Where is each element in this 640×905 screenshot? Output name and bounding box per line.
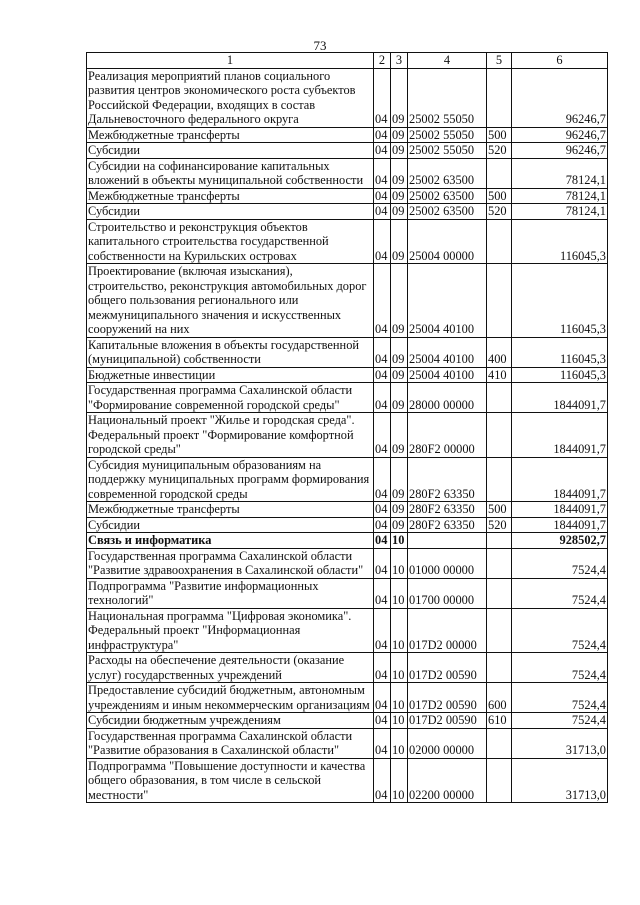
- cell-expense-type: 400: [487, 337, 512, 367]
- cell-section: 04: [374, 158, 391, 188]
- cell-section: 04: [374, 143, 391, 159]
- table-row: [87, 143, 608, 159]
- cell-name: Национальная программа "Цифровая экономика". Федеральный проект "Информационная инфраструктура": [87, 608, 374, 653]
- cell-name: Субсидия муниципальным образованиям на поддержку муниципальных программ формирования современной городской среды: [87, 457, 374, 502]
- cell-target-article: 25004 40100: [408, 264, 487, 338]
- table-row: [87, 653, 608, 683]
- cell-amount: 116045,3: [512, 264, 608, 338]
- cell-amount: 7524,4: [512, 578, 608, 608]
- cell-section: 04: [374, 204, 391, 220]
- cell-target-article: 25002 55050: [408, 68, 487, 127]
- cell-section: 04: [374, 502, 391, 518]
- table-row: [87, 219, 608, 264]
- cell-subsection: 09: [391, 219, 408, 264]
- table-row: [87, 188, 608, 204]
- cell-name: Субсидии: [87, 204, 374, 220]
- cell-name: Субсидии: [87, 143, 374, 159]
- cell-expense-type: [487, 533, 512, 549]
- table-row: [87, 367, 608, 383]
- header-row: [87, 53, 608, 69]
- cell-name: Подпрограмма "Повышение доступности и качества общего образования, в том числе в сельской местности": [87, 758, 374, 803]
- cell-target-article: 25002 55050: [408, 127, 487, 143]
- cell-amount: 7524,4: [512, 653, 608, 683]
- page-number: 73: [313, 38, 327, 53]
- cell-expense-type: [487, 728, 512, 758]
- cell-amount: 1844091,7: [512, 383, 608, 413]
- cell-target-article: 02000 00000: [408, 728, 487, 758]
- cell-subsection: 09: [391, 158, 408, 188]
- cell-name: Расходы на обеспечение деятельности (оказание услуг) государственных учреждений: [87, 653, 374, 683]
- budget-table: [86, 52, 608, 803]
- table-row: [87, 127, 608, 143]
- cell-target-article: 017D2 00590: [408, 653, 487, 683]
- cell-amount: 1844091,7: [512, 413, 608, 458]
- header-cell-target-article: 4: [408, 53, 487, 69]
- cell-amount: 116045,3: [512, 337, 608, 367]
- table-row: [87, 158, 608, 188]
- cell-expense-type: [487, 457, 512, 502]
- cell-amount: 1844091,7: [512, 457, 608, 502]
- cell-target-article: 280F2 63350: [408, 517, 487, 533]
- cell-section: 04: [374, 219, 391, 264]
- cell-expense-type: 600: [487, 683, 512, 713]
- cell-amount: 7524,4: [512, 713, 608, 729]
- cell-subsection: 09: [391, 127, 408, 143]
- cell-subsection: 09: [391, 413, 408, 458]
- cell-name: Субсидии: [87, 517, 374, 533]
- cell-expense-type: [487, 608, 512, 653]
- cell-name: Государственная программа Сахалинской области "Развитие образования в Сахалинской области": [87, 728, 374, 758]
- cell-expense-type: 410: [487, 367, 512, 383]
- cell-section: 04: [374, 758, 391, 803]
- cell-expense-type: [487, 264, 512, 338]
- cell-target-article: 25004 00000: [408, 219, 487, 264]
- cell-subsection: 09: [391, 383, 408, 413]
- cell-target-article: 280F2 63350: [408, 457, 487, 502]
- cell-section: 04: [374, 127, 391, 143]
- table-row: [87, 502, 608, 518]
- cell-target-article: 017D2 00590: [408, 683, 487, 713]
- cell-target-article: 017D2 00000: [408, 608, 487, 653]
- cell-section: 04: [374, 413, 391, 458]
- cell-amount: 116045,3: [512, 219, 608, 264]
- table-row: [87, 533, 608, 549]
- cell-target-article: 01700 00000: [408, 578, 487, 608]
- cell-expense-type: [487, 158, 512, 188]
- cell-section: 04: [374, 548, 391, 578]
- cell-amount: 7524,4: [512, 548, 608, 578]
- table-row: [87, 548, 608, 578]
- header-cell-section: 2: [374, 53, 391, 69]
- cell-subsection: 09: [391, 457, 408, 502]
- table-row: [87, 683, 608, 713]
- cell-target-article: 28000 00000: [408, 383, 487, 413]
- cell-expense-type: [487, 548, 512, 578]
- cell-expense-type: 610: [487, 713, 512, 729]
- cell-section: 04: [374, 188, 391, 204]
- table-row: [87, 578, 608, 608]
- cell-name: Строительство и реконструкция объектов капитального строительства государственной собственности на Курильских островах: [87, 219, 374, 264]
- table-body: [87, 68, 608, 803]
- cell-subsection: 10: [391, 533, 408, 549]
- cell-subsection: 09: [391, 68, 408, 127]
- cell-target-article: 25002 55050: [408, 143, 487, 159]
- cell-name: Предоставление субсидий бюджетным, автономным учреждениям и иным некоммерческим организациям: [87, 683, 374, 713]
- cell-subsection: 10: [391, 578, 408, 608]
- cell-subsection: 09: [391, 337, 408, 367]
- cell-amount: 31713,0: [512, 758, 608, 803]
- cell-name: Субсидии бюджетным учреждениям: [87, 713, 374, 729]
- cell-subsection: 09: [391, 204, 408, 220]
- cell-section: 04: [374, 728, 391, 758]
- cell-expense-type: [487, 219, 512, 264]
- cell-target-article: 02200 00000: [408, 758, 487, 803]
- header-cell-expense-type: 5: [487, 53, 512, 69]
- cell-section: 04: [374, 533, 391, 549]
- cell-subsection: 10: [391, 683, 408, 713]
- cell-subsection: 10: [391, 548, 408, 578]
- cell-target-article: 280F2 63350: [408, 502, 487, 518]
- cell-name: Межбюджетные трансферты: [87, 127, 374, 143]
- cell-amount: 7524,4: [512, 683, 608, 713]
- table-row: [87, 68, 608, 127]
- cell-name: Межбюджетные трансферты: [87, 502, 374, 518]
- header-cell-subsection: 3: [391, 53, 408, 69]
- cell-target-article: 017D2 00590: [408, 713, 487, 729]
- cell-amount: 1844091,7: [512, 502, 608, 518]
- cell-section: 04: [374, 683, 391, 713]
- cell-expense-type: 500: [487, 188, 512, 204]
- table-row: [87, 713, 608, 729]
- cell-expense-type: 520: [487, 204, 512, 220]
- cell-name: Национальный проект "Жилье и городская среда". Федеральный проект "Формирование комфортной городской среды": [87, 413, 374, 458]
- cell-subsection: 10: [391, 758, 408, 803]
- cell-section: 04: [374, 713, 391, 729]
- cell-target-article: 25004 40100: [408, 337, 487, 367]
- cell-expense-type: 500: [487, 502, 512, 518]
- cell-expense-type: [487, 758, 512, 803]
- cell-expense-type: [487, 68, 512, 127]
- cell-amount: 96246,7: [512, 143, 608, 159]
- cell-subsection: 10: [391, 728, 408, 758]
- cell-amount: 96246,7: [512, 68, 608, 127]
- cell-amount: 96246,7: [512, 127, 608, 143]
- cell-name: Межбюджетные трансферты: [87, 188, 374, 204]
- cell-expense-type: [487, 413, 512, 458]
- table-row: [87, 457, 608, 502]
- cell-target-article: 280F2 00000: [408, 413, 487, 458]
- cell-amount: 78124,1: [512, 188, 608, 204]
- cell-subsection: 10: [391, 653, 408, 683]
- cell-name: Государственная программа Сахалинской области "Формирование современной городской среды": [87, 383, 374, 413]
- cell-amount: 7524,4: [512, 608, 608, 653]
- cell-amount: 116045,3: [512, 367, 608, 383]
- cell-name: Государственная программа Сахалинской области "Развитие здравоохранения в Сахалинской области": [87, 548, 374, 578]
- cell-subsection: 10: [391, 608, 408, 653]
- cell-name: Подпрограмма "Развитие информационных технологий": [87, 578, 374, 608]
- table-row: [87, 608, 608, 653]
- cell-target-article: 25002 63500: [408, 158, 487, 188]
- header-cell-name: 1: [87, 53, 374, 69]
- cell-expense-type: 520: [487, 143, 512, 159]
- cell-subsection: 09: [391, 502, 408, 518]
- cell-amount: 31713,0: [512, 728, 608, 758]
- cell-name: Субсидии на софинансирование капитальных вложений в объекты муниципальной собственности: [87, 158, 374, 188]
- table-row: [87, 413, 608, 458]
- cell-amount: 78124,1: [512, 204, 608, 220]
- cell-amount: 78124,1: [512, 158, 608, 188]
- cell-name: Капитальные вложения в объекты государственной (муниципальной) собственности: [87, 337, 374, 367]
- table-row: [87, 204, 608, 220]
- cell-name: Проектирование (включая изыскания), строительство, реконструкция автомобильных дорог общего пользования регионального или межмуниципального значения и искусственных сооружений на них: [87, 264, 374, 338]
- table-row: [87, 728, 608, 758]
- cell-section: 04: [374, 264, 391, 338]
- cell-name: Бюджетные инвестиции: [87, 367, 374, 383]
- cell-section: 04: [374, 337, 391, 367]
- cell-expense-type: 520: [487, 517, 512, 533]
- cell-target-article: 25002 63500: [408, 204, 487, 220]
- cell-section: 04: [374, 457, 391, 502]
- cell-section: 04: [374, 653, 391, 683]
- cell-expense-type: [487, 578, 512, 608]
- table-row: [87, 758, 608, 803]
- cell-subsection: 10: [391, 713, 408, 729]
- cell-section: 04: [374, 517, 391, 533]
- cell-section: 04: [374, 578, 391, 608]
- cell-target-article: 25004 40100: [408, 367, 487, 383]
- cell-section: 04: [374, 608, 391, 653]
- cell-target-article: 25002 63500: [408, 188, 487, 204]
- cell-subsection: 09: [391, 143, 408, 159]
- cell-section: 04: [374, 383, 391, 413]
- cell-amount: 928502,7: [512, 533, 608, 549]
- header-cell-amount: 6: [512, 53, 608, 69]
- cell-target-article: [408, 533, 487, 549]
- cell-name: Реализация мероприятий планов социального развития центров экономического роста субъектов Российской Федерации, входящих в состав Дальневосточного федерального округа: [87, 68, 374, 127]
- cell-subsection: 09: [391, 367, 408, 383]
- table-row: [87, 517, 608, 533]
- cell-amount: 1844091,7: [512, 517, 608, 533]
- cell-subsection: 09: [391, 264, 408, 338]
- cell-subsection: 09: [391, 188, 408, 204]
- cell-expense-type: [487, 653, 512, 683]
- cell-target-article: 01000 00000: [408, 548, 487, 578]
- cell-subsection: 09: [391, 517, 408, 533]
- cell-expense-type: 500: [487, 127, 512, 143]
- cell-expense-type: [487, 383, 512, 413]
- cell-section: 04: [374, 68, 391, 127]
- table-row: [87, 383, 608, 413]
- cell-name: Связь и информатика: [87, 533, 374, 549]
- table-row: [87, 337, 608, 367]
- table-row: [87, 264, 608, 338]
- cell-section: 04: [374, 367, 391, 383]
